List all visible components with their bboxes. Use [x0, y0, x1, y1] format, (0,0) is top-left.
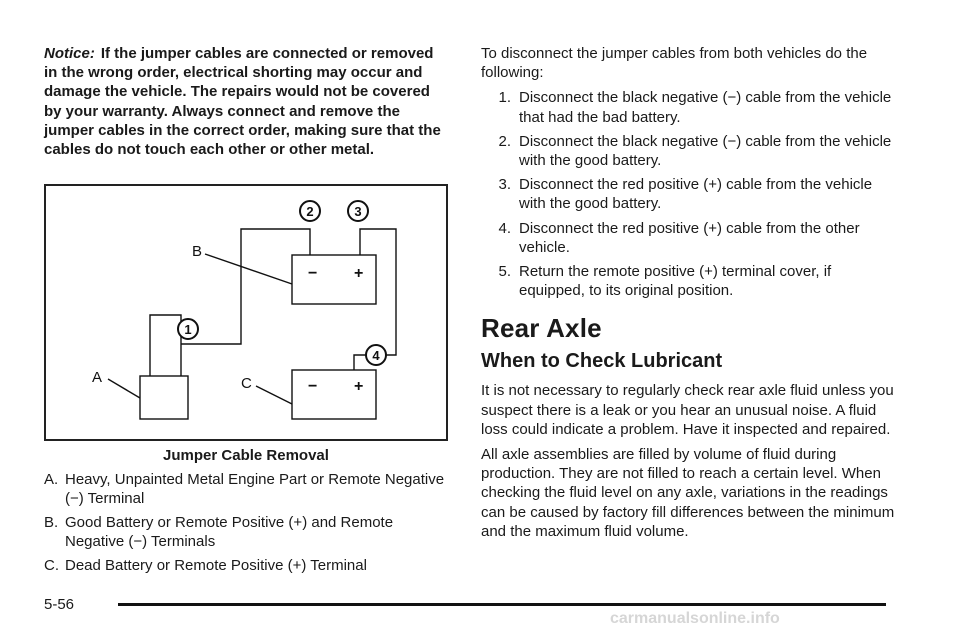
callout-2	[300, 201, 320, 221]
right-column	[481, 44, 901, 547]
left-column	[44, 44, 450, 159]
step-text: Disconnect the red positive (+) cable from the vehicle with the good battery.	[519, 176, 873, 213]
legend-item-b	[44, 513, 450, 551]
subsection-title: When to Check Lubricant	[481, 350, 723, 373]
top-positive-symbol: +	[354, 265, 364, 282]
step-number: 5.	[498, 263, 511, 281]
figure-caption: Jumper Cable Removal	[163, 447, 329, 464]
label-a: A	[92, 369, 103, 386]
notice-paragraph	[44, 44, 450, 159]
step-item	[481, 175, 901, 213]
step-item	[481, 262, 901, 300]
label-c: C	[241, 375, 252, 392]
step-item	[481, 132, 901, 170]
jumper-cable-figure	[44, 184, 448, 441]
bottom-negative-symbol: −	[308, 378, 318, 395]
legend-key: B.	[44, 514, 59, 531]
bottom-positive-symbol: +	[354, 378, 364, 395]
step-item	[481, 219, 901, 257]
step-number: 1.	[498, 89, 511, 107]
legend-text: Good Battery or Remote Positive (+) and Remote Negative (−) Terminals	[65, 514, 394, 550]
step-item	[481, 88, 901, 126]
leader-a	[108, 379, 140, 398]
step-text: Disconnect the black negative (−) cable from the vehicle that had the bad battery.	[519, 89, 892, 126]
leader-b	[205, 254, 292, 284]
legend-text: Dead Battery or Remote Positive (+) Terminal	[65, 557, 367, 574]
callout-3-number: 3	[354, 204, 362, 219]
watermark: carmanualsonline.info	[610, 610, 780, 627]
callout-1-number: 1	[184, 322, 192, 337]
callout-4	[366, 345, 386, 365]
notice-label: Notice:	[44, 45, 95, 62]
lubricant-paragraph-1: It is not necessary to regularly check rear axle fluid unless you suspect there is a leak or you hear an unusual noise. A fluid loss could indicate a problem. Have it inspected and repaired.	[481, 382, 894, 438]
disconnect-steps	[481, 88, 901, 300]
top-negative-symbol: −	[308, 265, 318, 282]
step-number: 3.	[498, 176, 511, 194]
jumper-cable-diagram	[46, 186, 446, 439]
legend-item-a	[44, 470, 450, 508]
callout-3	[348, 201, 368, 221]
notice-text: If the jumper cables are connected or removed in the wrong order, electrical shorting may occur and damage the vehicle. The repairs would not be covered by your warranty. Always connect and remove the jumper cables in the correct order, making sure that the cables do not touch each other or other metal.	[44, 45, 441, 159]
engine-stud	[150, 315, 181, 376]
dead-battery	[292, 370, 376, 419]
leader-c	[256, 386, 292, 404]
callout-2-number: 2	[306, 204, 314, 219]
step-text: Disconnect the black negative (−) cable from the vehicle with the good battery.	[519, 132, 892, 170]
lubricant-paragraph-2: All axle assemblies are filled by volume of fluid during production. They are not filled to reach a certain level. When checking the fluid level on any axle, variations in the readings can be caused by factory fill differences between the minimum and the maximum fluid volume.	[481, 446, 895, 540]
label-b: B	[192, 243, 203, 260]
section-title: Rear Axle	[481, 313, 602, 344]
step-text: Return the remote positive (+) terminal cover, if equipped, to its original position.	[519, 263, 832, 300]
figure-legend	[44, 470, 450, 580]
page-number: 5-56	[44, 596, 75, 613]
legend-key: A.	[44, 471, 59, 488]
callout-1	[178, 319, 198, 339]
step-number: 4.	[498, 219, 511, 237]
legend-item-c	[44, 556, 450, 575]
engine-metal-part	[140, 376, 188, 419]
legend-text: Heavy, Unpainted Metal Engine Part or Remote Negative (−) Terminal	[65, 471, 445, 507]
callout-4-number: 4	[372, 348, 380, 363]
legend-key: C.	[44, 557, 59, 574]
step-text: Disconnect the red positive (+) cable from the other vehicle.	[519, 219, 860, 256]
step-number: 2.	[498, 132, 511, 150]
disconnect-intro: To disconnect the jumper cables from both vehicles do the following:	[481, 45, 868, 82]
footer-rule	[118, 603, 886, 606]
good-battery	[292, 255, 376, 304]
